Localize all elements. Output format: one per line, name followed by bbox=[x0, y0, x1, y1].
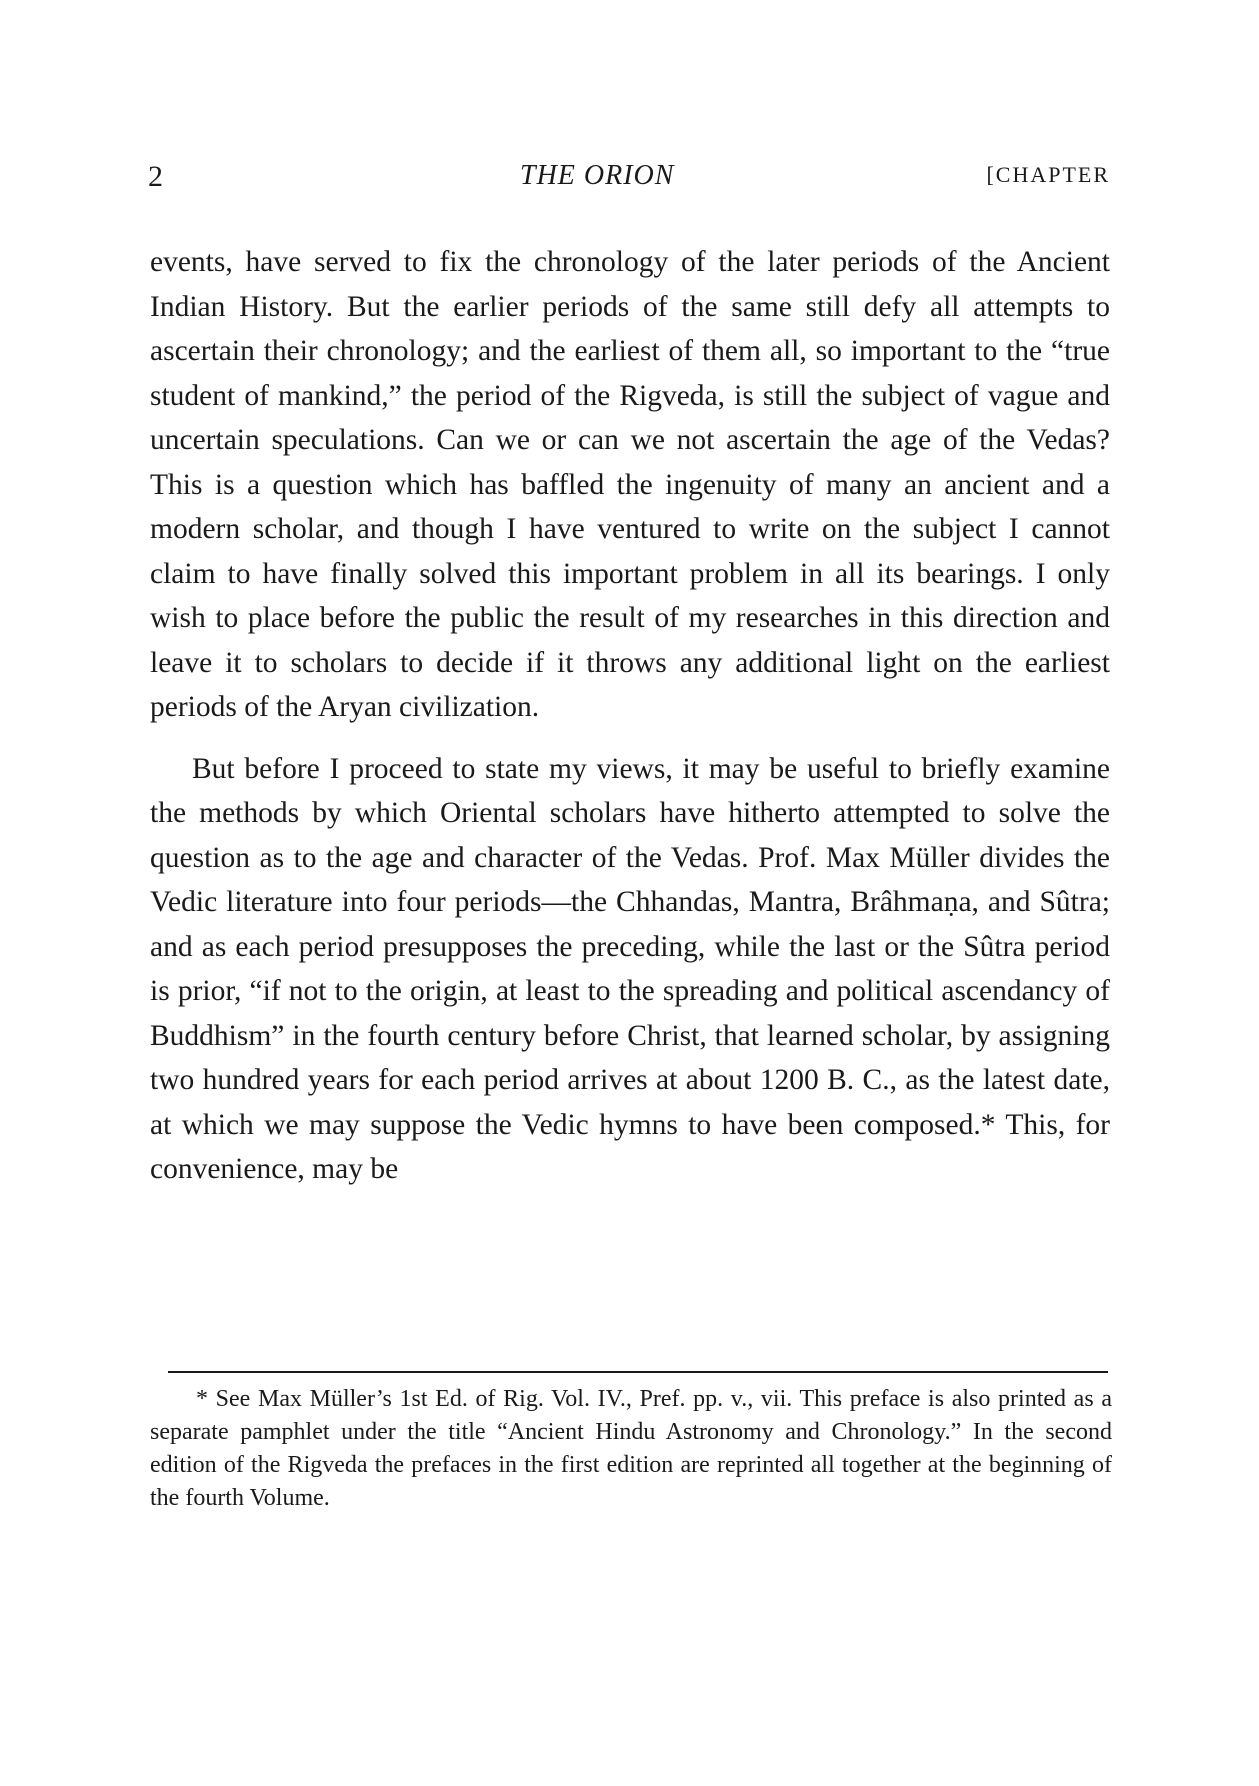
footnote-divider bbox=[168, 1371, 1108, 1373]
page-number: 2 bbox=[148, 160, 163, 193]
footnote-text: * See Max Müller’s 1st Ed. of Rig. Vol. IV., Pref. pp. v., vii. This preface is also printed as a separate pamphlet under the title “Ancient Hindu Astronomy and Chronology.” In the second edition of the Rigveda the prefaces in the first edition are reprinted all together at the beginning of the fourth Volume. bbox=[150, 1386, 1112, 1511]
paragraph-continued: events, have served to fix the chronology of the later periods of the Ancient Indian History. But the earlier periods of the same still defy all attempts to ascertain their chronology; and the earliest of them all, so important to the “true student of mankind,” the period of the Rigveda, is still the subject of vague and uncertain speculations. Can we or can we not ascertain the age of the Vedas? This is a question which has baffled the ingenuity of many an ancient and a modern scholar, and though I have ventured to write on the subject I cannot claim to have finally solved this important problem in all its bearings. I only wish to place before the public the result of my researches in this direction and leave it to scholars to decide if it throws any additional light on the earliest periods of the Aryan civilization. bbox=[150, 246, 1110, 723]
running-title: THE ORION bbox=[520, 160, 675, 191]
body-text bbox=[150, 240, 1110, 1192]
footnote bbox=[150, 1383, 1112, 1515]
paragraph: But before I proceed to state my views, it may be useful to briefly examine the methods by which Oriental scholars have hitherto attempted to solve the question as to the age and character of the Vedas. Prof. Max Müller divides the Vedic literature into four periods—the Chhandas, Mantra, Brâhmaṇa, and Sûtra; and as each period presupposes the preceding, while the last or the Sûtra period is prior, “if not to the origin, at least to the spreading and political ascendancy of Buddhism” in the fourth century before Christ, that learned scholar, by assigning two hundred years for each period arrives at about 1200 B. C., as the latest date, at which we may suppose the Vedic hymns to have been composed.* This, for convenience, may be bbox=[150, 752, 1110, 1185]
page-header bbox=[148, 160, 1110, 204]
chapter-label: [CHAPTER bbox=[986, 162, 1110, 187]
